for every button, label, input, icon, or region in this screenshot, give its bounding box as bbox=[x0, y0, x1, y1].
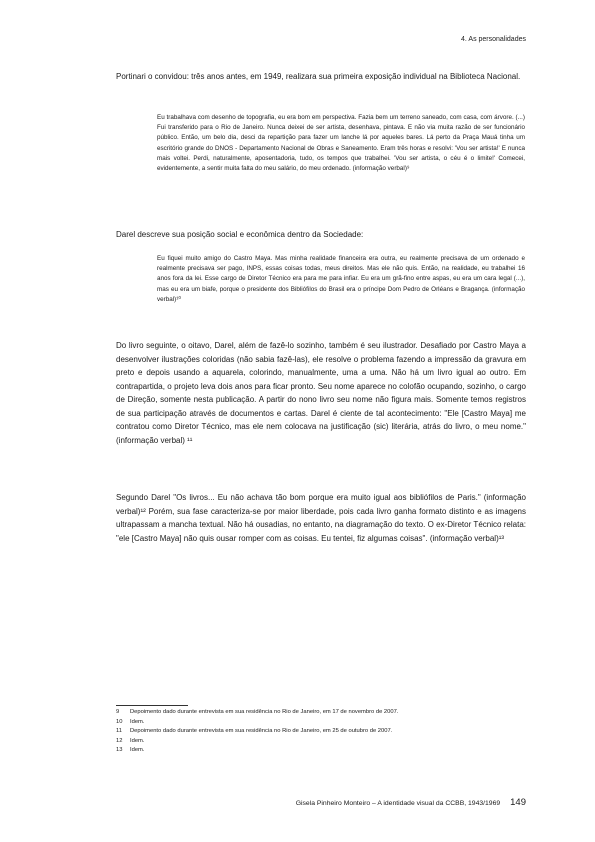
page-footer bbox=[296, 797, 526, 808]
page-number: 149 bbox=[510, 797, 526, 808]
footnote-text: Idem. bbox=[130, 747, 145, 753]
paragraph-darel-books: Segundo Darel "Os livros... Eu não achava tão bom porque era muito igual aos bibliófilos de Paris." (informação verbal)¹² Porém, sua fase caracteriza-se por maior liberdade, pois cada livro ganha formato distinto e as imagens ultrapassam a mancha textual. Não há ousadias, no entanto, na diagramação do texto. O ex-Diretor Técnico relata: "ele [Castro Maya] não quis ousar romper com as coisas. Eu tentei, fiz algumas coisas". (informação verbal)¹³ bbox=[116, 493, 526, 543]
footnote-number: 9 bbox=[116, 709, 120, 715]
footnote bbox=[116, 737, 526, 747]
footnote-number: 10 bbox=[116, 718, 123, 725]
footnote bbox=[116, 746, 526, 756]
footnote bbox=[116, 718, 526, 728]
footer-citation: Gisela Pinheiro Monteiro – A identidade visual da CCBB, 1943/1969 bbox=[295, 800, 501, 807]
running-header: 4. As personalidades bbox=[461, 36, 526, 43]
footnotes bbox=[116, 708, 526, 756]
paragraph-intro: Portinari o convidou: três anos antes, em 1949, realizara sua primeira exposição individual na Biblioteca Nacional. bbox=[116, 72, 521, 81]
footnote-number: 13 bbox=[116, 747, 123, 753]
footnote-text: Depoimento dado durante entrevista em sua residência no Rio de Janeiro, em 25 de outubro de 2007. bbox=[130, 728, 393, 734]
block-quote-2: Eu fiquei muito amigo do Castro Maya. Mas minha realidade financeira era outra, eu realmente precisava de um ordenado e realmente precisava ser pago, INPS, essas coisas todas, meus direitos. Mas ele não quis. Então, na realidade, eu trabalhei 16 anos fora da lei. Esse cargo de Diretor Técnico era para me para infiar. Eu era um grã-fino entre aspas, eu era um cara legal (...), mas eu era um biafe, porque o presidente dos Bibliófilos do Brasil era o príncipe Dom Pedro de Orléans e Bragança. (informação verbal)¹⁰ bbox=[157, 255, 525, 303]
block-quote-1: Eu trabalhava com desenho de topografia, eu era bom em perspectiva. Fazia bem um terreno saneado, com casa, com árvore. (...) Fui transferido para o Rio de Janeiro. Nunca deixei de ser artista, desenhava, pintava. E não via muita razão de ser funcionário público. Então, um belo dia, desci da repartição para fazer um lanche lá por aqueles bares. Lá perto da Praça Mauá tinha um escritório grande do DNOS - Departamento Nacional de Obras e Saneamento. Eram três horas e resolvi: 'Vou ser artista!' E nunca mais voltei. Perdi, naturalmente, aposentadoria, tudo, os tempos que trabalhei. 'Vou ser artista, o céu é o limite!' Comecei, evidentemente, a sentir muita falta do meu salário, do meu ordenado. (informação verbal)⁹ bbox=[157, 114, 525, 173]
paragraph-eighth-book: Do livro seguinte, o oitavo, Darel, além de fazê-lo sozinho, também é seu ilustrador. Desafiado por Castro Maya a desenvolver ilustrações coloridas (não sabia fazê-las), ele resolve o problema fazendo a impressão da gravura em preto e depois usando a aquarela, colorindo, manualmente, uma a uma. Não há um livro igual ao outro. Em contrapartida, o projeto leva dois anos para ficar pronto. Seu nome aparece no colofão ocupando, sozinho, o cargo de Direção, somente nesta publicação. A partir do nono livro seu nome não figura mais. Somente temos registros de sua participação através de documentos e cartas. Darel é ciente de tal acontecimento: "Ele [Castro Maya] me contratou como Diretor Técnico, mas ele nem colocava na justificação (sic) literária, atrás do livro, o meu nome." (informação verbal) ¹¹ bbox=[116, 341, 526, 445]
footnote-text: Idem. bbox=[130, 718, 145, 725]
footnote bbox=[116, 708, 526, 718]
footnote-number: 11 bbox=[116, 728, 123, 734]
footnote-text: Idem. bbox=[130, 737, 145, 744]
footnote-rule bbox=[116, 705, 188, 706]
paragraph-position: Darel descreve sua posição social e econômica dentro da Sociedade: bbox=[116, 230, 364, 239]
footnote-number: 12 bbox=[116, 737, 123, 744]
footnote bbox=[116, 727, 526, 737]
footnote-text: Depoimento dado durante entrevista em sua residência no Rio de Janeiro, em 17 de novembro de 2007. bbox=[130, 709, 399, 715]
